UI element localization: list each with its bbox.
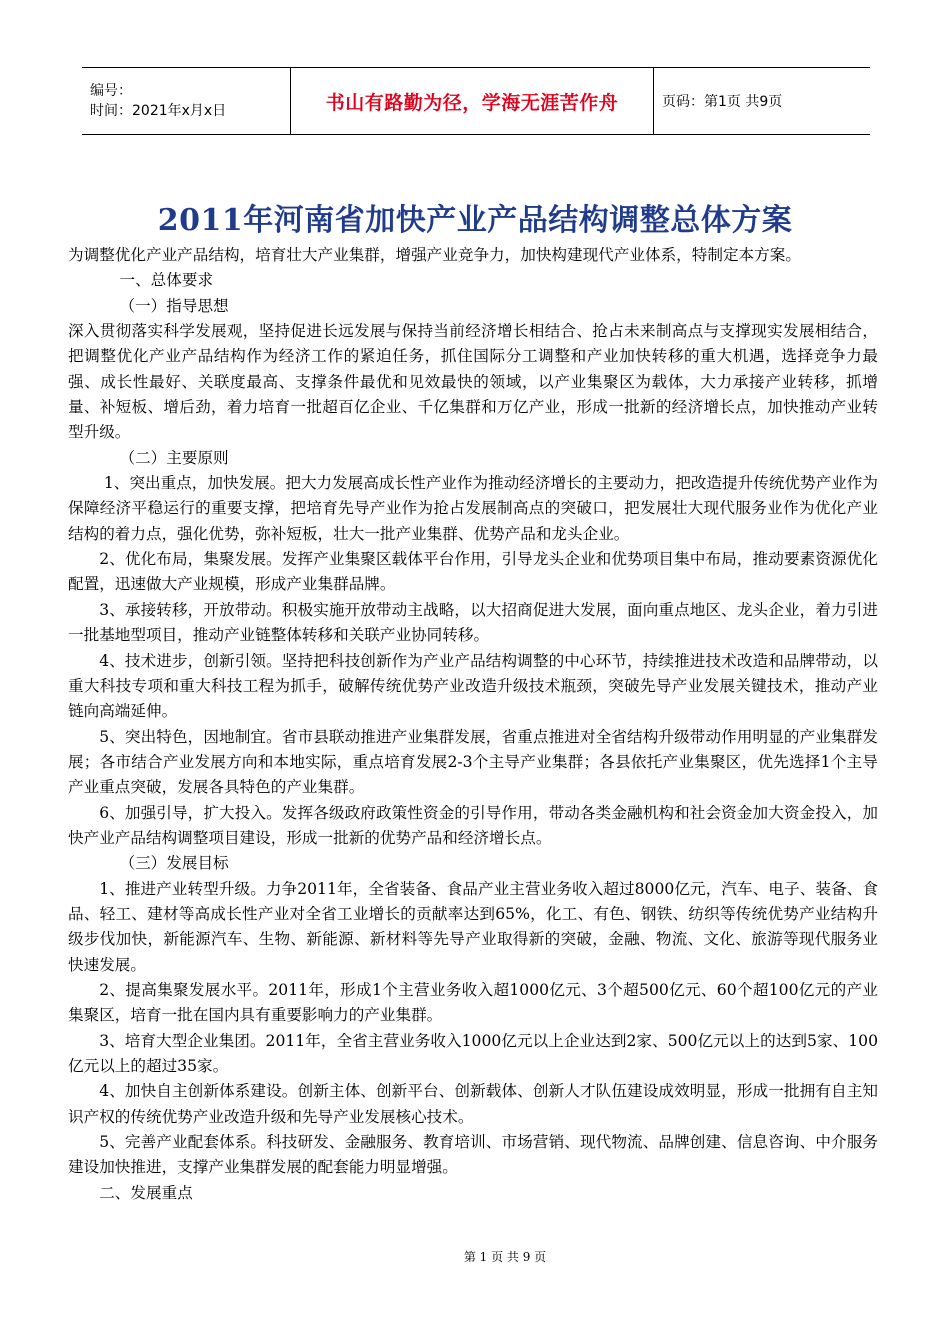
document-time: 时间：2021年x月x日 xyxy=(90,103,227,119)
body-paragraph: 3、承接转移，开放带动。积极实施开放带动主战略，以大招商促进大发展，面向重点地区、龙头企业，着力引进一批基地型项目，推动产业链整体转移和关联产业协同转移。 xyxy=(68,600,878,645)
document-code: 编号： xyxy=(90,83,132,99)
body-paragraph: 5、完善产业配套体系。科技研发、金融服务、教育培训、市场营销、现代物流、品牌创建、信息咨询、中介服务建设加快推进，支撑产业集群发展的配套能力明显增强。 xyxy=(68,1133,878,1177)
body-paragraph: 2、优化布局，集聚发展。发挥产业集聚区载体平台作用，引导龙头企业和优势项目集中布局，推动要素资源优化配置，迅速做大产业规模，形成产业集群品牌。 xyxy=(68,550,878,594)
section-heading: 一、总体要求 xyxy=(119,271,214,290)
header-page-info: 页码：第1页 共9页 xyxy=(662,94,783,110)
body-paragraph: 3、培育大型企业集团。2011年，全省主营业务收入1000亿元以上企业达到2家、500亿元以上的达到5家、100亿元以上的超过35家。 xyxy=(68,1031,878,1075)
body-paragraph: 4、技术进步，创新引领。坚持把科技创新作为产业产品结构调整的中心环节，持续推进技术改造和品牌带动，以重大科技专项和重大科技工程为抓手，破解传统优势产业改造升级技术瓶颈，突破先导产业发展关键技术，推动产业链向高端延伸。 xyxy=(68,651,878,721)
body-paragraph: 2、提高集聚发展水平。2011年，形成1个主营业务收入超1000亿元、3个超500亿元、60个超100亿元的产业集聚区，培育一批在国内具有重要影响力的产业集群。 xyxy=(68,980,878,1025)
section-heading: 二、发展重点 xyxy=(99,1183,193,1202)
body-paragraph: 深入贯彻落实科学发展观，坚持促进长远发展与保持当前经济增长相结合、抢占未来制高点与支撑现实发展相结合，把调整优化产业产品结构作为经济工作的紧迫任务，抓住国际分工调整和产业加快转移的重大机遇，选择竞争力最强、成长性最好、关联度最高、支撑条件最优和见效最快的领域，以产业集聚区为载体，大力承接产业转移，抓增量、补短板、增后劲，着力培育一批超百亿企业、千亿集群和万亿产业，形成一批新的经济增长点，加快推动产业转型升级。 xyxy=(68,322,878,442)
body-paragraph: 5、突出特色，因地制宜。省市县联动推进产业集群发展，省重点推进对全省结构升级带动作用明显的产业集群发展；各市结合产业发展方向和本地实际，重点培育发展2-3个主导产业集群；各县依托产业集聚区，优先选择1个主导产业重点突破，发展各具特色的产业集群。 xyxy=(68,727,878,797)
subsection-heading: （一）指导思想 xyxy=(119,296,229,315)
header-motto: 书山有路勤为径，学海无涯苦作舟 xyxy=(325,91,619,114)
body-paragraph: 1、突出重点，加快发展。把大力发展高成长性产业作为推动经济增长的主要动力，把改造提升传统优势产业作为保障经济平稳运行的重要支撑，把培育先导产业作为抢占发展制高点的突破口，把发展壮大现代服务业作为优化产业结构的着力点，强化优势，弥补短板，壮大一批产业集群、优势产品和龙头企业。 xyxy=(68,474,878,543)
header-page-cell xyxy=(654,68,870,134)
intro-paragraph: 为调整优化产业产品结构，培育壮大产业集群，增强产业竞争力，加快构建现代产业体系，特制定本方案。 xyxy=(68,246,801,264)
body-paragraph: 6、加强引导，扩大投入。发挥各级政府政策性资金的引导作用，带动各类金融机构和社会资金加大资金投入，加快产业产品结构调整项目建设，形成一批新的优势产品和经济增长点。 xyxy=(68,803,878,847)
body-paragraph: 1、推进产业转型升级。力争2011年，全省装备、食品产业主营业务收入超过8000亿元，汽车、电子、装备、食品、轻工、建材等高成长性产业对全省工业增长的贡献率达到65%，化工、有色、钢铁、纺织等传统优势产业结构升级步伐加快，新能源汽车、生物、新能源、新材料等先导产业取得新的突破，金融、物流、文化、旅游等现代服务业快速发展。 xyxy=(68,879,878,974)
header-meta xyxy=(82,68,290,134)
page-footer: 第 1 页 共 9 页 xyxy=(463,1250,547,1264)
subsection-heading: （三）发展目标 xyxy=(119,854,229,873)
subsection-heading: （二）主要原则 xyxy=(119,448,229,467)
document-body xyxy=(68,243,878,1206)
document-title: 2011年河南省加快产业产品结构调整总体方案 xyxy=(157,203,793,238)
page-header xyxy=(82,67,870,135)
body-paragraph: 4、加快自主创新体系建设。创新主体、创新平台、创新载体、创新人才队伍建设成效明显，形成一批拥有自主知识产权的传统优势产业改造升级和先导产业发展核心技术。 xyxy=(68,1082,878,1126)
header-motto-cell xyxy=(290,68,654,134)
